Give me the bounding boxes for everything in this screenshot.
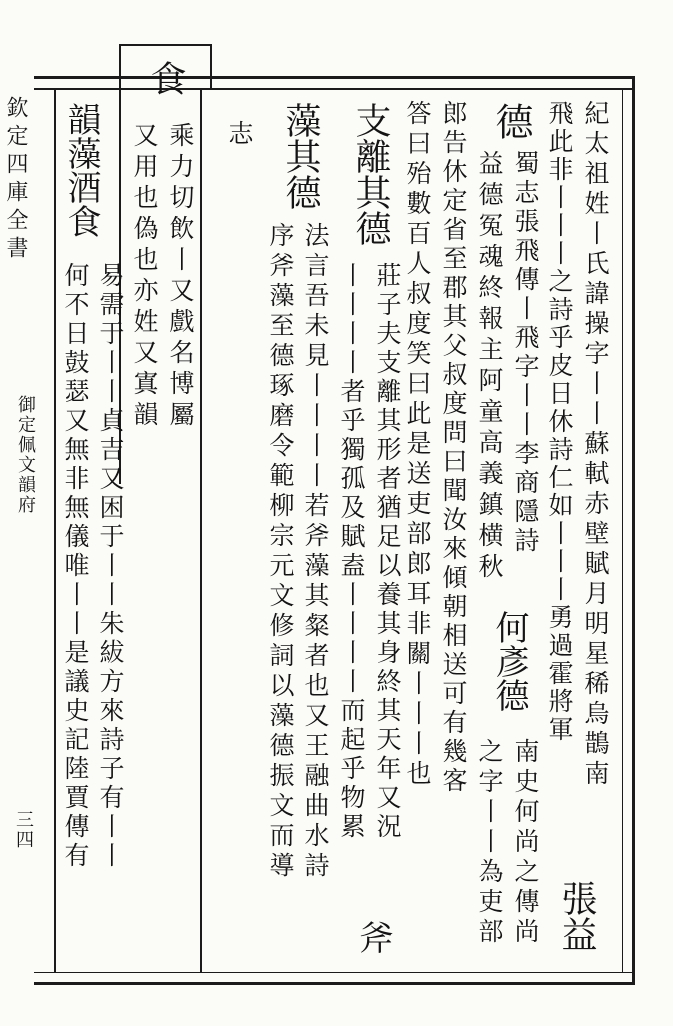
- right-border-inner: [622, 88, 623, 972]
- column-1: 紀太祖姓丨氏諱操字丨丨蘇軾赤壁賦月明星稀烏鵲南: [581, 100, 610, 790]
- margin-book-title: 御定佩文韻府: [15, 395, 36, 515]
- column-7-heading: 支離其德: [350, 102, 391, 246]
- column-11: 志: [225, 120, 254, 147]
- box-top-line: [119, 44, 211, 46]
- top-border-inner: [34, 88, 634, 90]
- column-6: 答曰殆數百人叔度笑曰此是送吏部郎耳非關丨丨丨也: [403, 100, 432, 790]
- bottom-border-inner: [34, 972, 634, 973]
- entry-shi-line-1: 乘力切飲丨又戲名博屬: [166, 122, 195, 432]
- right-border: [632, 76, 635, 985]
- column-4: 益德冤魂終報主阿童高義鎮横秋: [475, 150, 504, 584]
- column-10: 序斧藻至德琢磨令範柳宗元文修詞以藻德振文而導: [266, 222, 295, 882]
- column-8: 丨丨丨丨者乎獨孤及賦盍丨丨丨丨而起乎物累: [337, 262, 366, 842]
- column-15: 何不日鼓瑟又無非無儀唯丨丨是議史記陸賈傳有: [61, 262, 90, 871]
- column-3: 蜀志張飛傳丨飛字丨丨李商隱詩: [511, 150, 540, 556]
- column-7: 莊子夫支離其形者猶足以養其身終其天年又況: [373, 262, 402, 842]
- column-2: 飛此非丨丨丨之詩乎皮日休詩仁如丨丨丨勇過霍將軍: [545, 100, 574, 744]
- margin-divider: [54, 88, 56, 972]
- box-right-line: [210, 44, 212, 88]
- section-divider: [200, 88, 202, 972]
- column-9-heading: 藻其德: [280, 102, 321, 210]
- page-number: 三四: [13, 810, 34, 850]
- top-border-outer: [34, 76, 634, 79]
- column-4-tail: 之字丨丨為吏部: [475, 738, 504, 948]
- column-14: 易需于丨丨貞吉又困于丨丨朱紱方來詩子有丨丨: [96, 262, 125, 871]
- bottom-border: [34, 982, 634, 985]
- column-9: 法言吾未見丨丨丨丨若斧藻其粲者也又王融曲水詩: [301, 222, 330, 882]
- column-5: 郎告休定省至郡其父叔度問曰聞汝來傾朝相送可有幾客: [439, 100, 468, 796]
- subheading-yunzao: 韻藻酒食: [61, 102, 101, 238]
- entry-shi-line-2: 又用也偽也亦姓又寘韻: [130, 122, 159, 432]
- column-2-heading: 張益: [556, 880, 597, 952]
- entry-heading-shi: 食: [145, 60, 186, 96]
- column-3-term: 何彥德: [489, 610, 529, 712]
- column-3-tail: 南史何尚之傳尚: [511, 738, 540, 948]
- column-8-term: 斧: [353, 920, 393, 954]
- margin-title: 欽定四庫全書: [3, 96, 28, 264]
- column-3-heading: 德: [489, 102, 533, 140]
